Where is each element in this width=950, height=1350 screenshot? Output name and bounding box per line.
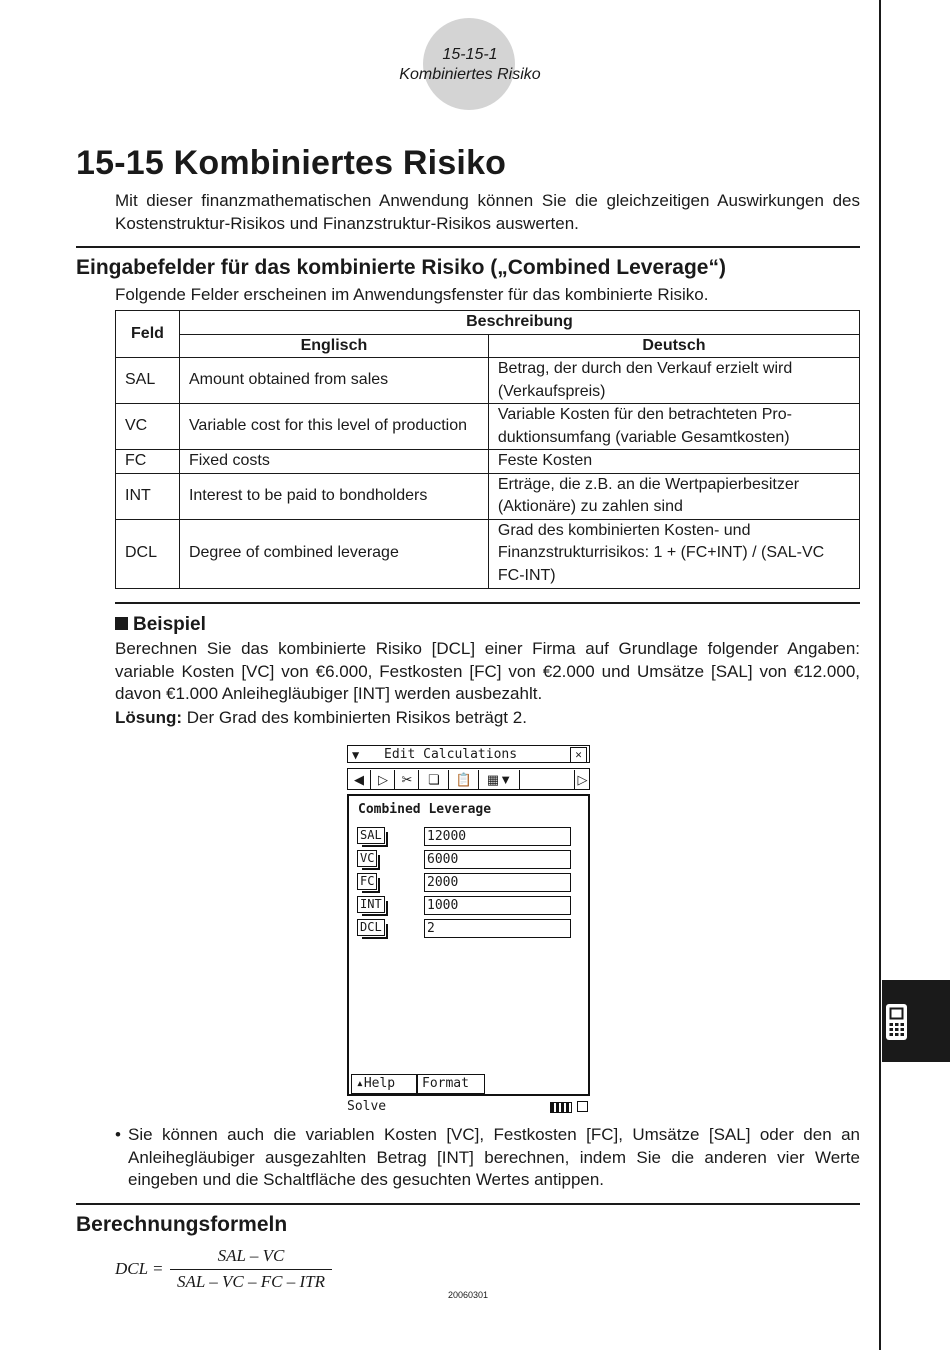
- section-divider: [115, 602, 860, 604]
- page-title: 15-15 Kombiniertes Risiko: [76, 144, 507, 182]
- row-field: VC: [116, 404, 180, 450]
- toolbar: [347, 768, 590, 790]
- page-number: 15-15-1: [442, 46, 498, 63]
- paste-icon[interactable]: 📋: [450, 770, 479, 790]
- play-icon[interactable]: ▷: [372, 770, 395, 790]
- calculator-screenshot: [347, 745, 592, 1117]
- header-section-title: Kombiniertes Risiko: [399, 66, 541, 83]
- menu-dropdown-icon[interactable]: ▼: [352, 748, 360, 762]
- formula-lhs: DCL =: [115, 1259, 164, 1278]
- vc-input[interactable]: 6000: [424, 850, 571, 869]
- solution-line: [115, 707, 527, 730]
- row-english: Amount obtained from sales: [179, 358, 488, 404]
- table-row: [116, 404, 860, 450]
- cut-icon[interactable]: ✂: [396, 770, 419, 790]
- header-circle: [423, 18, 515, 110]
- table-row: [116, 519, 860, 588]
- fc-button[interactable]: FC: [357, 873, 377, 890]
- solution-label: Lösung:: [115, 708, 183, 727]
- row-english: Variable cost for this level of production: [179, 404, 488, 450]
- bullet-icon: •: [115, 1125, 121, 1144]
- solution-text: Der Grad des kombinierten Risikos beträgt 2.: [182, 708, 527, 727]
- section-divider: [76, 1203, 860, 1205]
- row-field: DCL: [116, 519, 180, 588]
- copy-icon[interactable]: ❏: [420, 770, 449, 790]
- fields-intro: Folgende Felder erscheinen im Anwendungsfenster für das kombinierte Risiko.: [115, 285, 709, 304]
- fc-input[interactable]: 2000: [424, 873, 571, 892]
- fields-table: [115, 310, 860, 589]
- calculator-chapter-tab: [882, 980, 950, 1062]
- help-tab[interactable]: ▴Help: [351, 1074, 417, 1094]
- table-header-german: Deutsch: [488, 334, 859, 358]
- fraction-bar: [170, 1269, 332, 1270]
- row-field: SAL: [116, 358, 180, 404]
- dcl-input[interactable]: 2: [424, 919, 571, 938]
- formula-denominator: SAL – VC – FC – ITR: [177, 1272, 325, 1291]
- footer-code: 20060301: [448, 1290, 489, 1300]
- row-english: Fixed costs: [179, 450, 488, 474]
- status-text: Solve: [347, 1099, 387, 1114]
- menu-bar[interactable]: [347, 745, 590, 763]
- row-german: Grad des kombinierten Kosten- und Finanzstrukturrisikos: 1 + (FC+INT) / (SAL-VC FC-INT): [488, 519, 859, 588]
- format-tab[interactable]: Format: [417, 1074, 485, 1094]
- status-bar: [347, 1098, 590, 1116]
- section-divider: [76, 246, 860, 248]
- row-german: Erträge, die z.B. an die Wertpapierbesitzer (Aktionäre) zu zahlen sind: [488, 473, 859, 519]
- table-row: [116, 473, 860, 519]
- table-header-description: Beschreibung: [179, 311, 859, 335]
- table-header-english: Englisch: [179, 334, 488, 358]
- scroll-right-icon[interactable]: ▷: [574, 770, 590, 790]
- row-german: Betrag, der durch den Verkauf erzielt wird (Verkaufspreis): [488, 358, 859, 404]
- sal-button[interactable]: SAL: [357, 827, 385, 844]
- row-english: Interest to be paid to bondholders: [179, 473, 488, 519]
- formulas-heading: Berechnungsformeln: [76, 1213, 288, 1236]
- row-german: Feste Kosten: [488, 450, 859, 474]
- table-row: [116, 450, 860, 474]
- note-text: Sie können auch die variablen Kosten [VC], Festkosten [FC], Umsätze [SAL] oder den an Anleihegläubiger ausgezahlten Betrag [INT] berechnen, indem Sie die anderen vier Werte eingeben und die Schaltfläche des gesuchten Wertes antippen.: [128, 1125, 860, 1189]
- grid-dropdown-icon[interactable]: ▦▼: [480, 770, 520, 790]
- example-heading: Beispiel: [115, 614, 206, 636]
- sal-input[interactable]: 12000: [424, 827, 571, 846]
- back-icon[interactable]: ◀: [348, 770, 371, 790]
- up-arrow-icon: ▴: [356, 1076, 364, 1091]
- table-row: [116, 358, 860, 404]
- row-english: Degree of combined leverage: [179, 519, 488, 588]
- app-screen: [347, 794, 590, 1096]
- right-margin-line: [879, 0, 881, 1350]
- formula-numerator: SAL – VC: [217, 1246, 285, 1265]
- row-field: INT: [116, 473, 180, 519]
- intro-paragraph: Mit dieser finanzmathematischen Anwendung können Sie die gleichzeitigen Auswirkungen des Kostenstruktur-Risikos und Finanzstruktur-Risikos auswerten.: [115, 191, 860, 233]
- int-button[interactable]: INT: [357, 896, 385, 913]
- table-header-field: Feld: [116, 311, 180, 358]
- window-icon[interactable]: [577, 1101, 588, 1112]
- dcl-button[interactable]: DCL: [357, 919, 385, 936]
- fields-heading: Eingabefelder für das kombinierte Risiko („Combined Leverage“): [76, 256, 726, 279]
- square-bullet-icon: [115, 617, 128, 630]
- close-icon[interactable]: ✕: [570, 747, 587, 763]
- calculator-icon: [882, 980, 950, 1062]
- example-text: Berechnen Sie das kombinierte Risiko [DCL] einer Firma auf Grundlage folgender Angaben: variable Kosten [VC] von €6.000, Festkosten [FC] von €2.000 und Umsätze [SAL] von €12.000, davon €1.000 Anleihegläubiger [INT] werden ausbezahlt.: [115, 639, 860, 703]
- vc-button[interactable]: VC: [357, 850, 377, 867]
- screen-title: Combined Leverage: [358, 802, 492, 817]
- battery-icon: [550, 1102, 572, 1113]
- row-field: FC: [116, 450, 180, 474]
- int-input[interactable]: 1000: [424, 896, 571, 915]
- row-german: Variable Kosten für den betrachteten Pro- duktionsumfang (variable Gesamtkosten): [488, 404, 859, 450]
- menu-title: Edit Calculations: [384, 747, 518, 762]
